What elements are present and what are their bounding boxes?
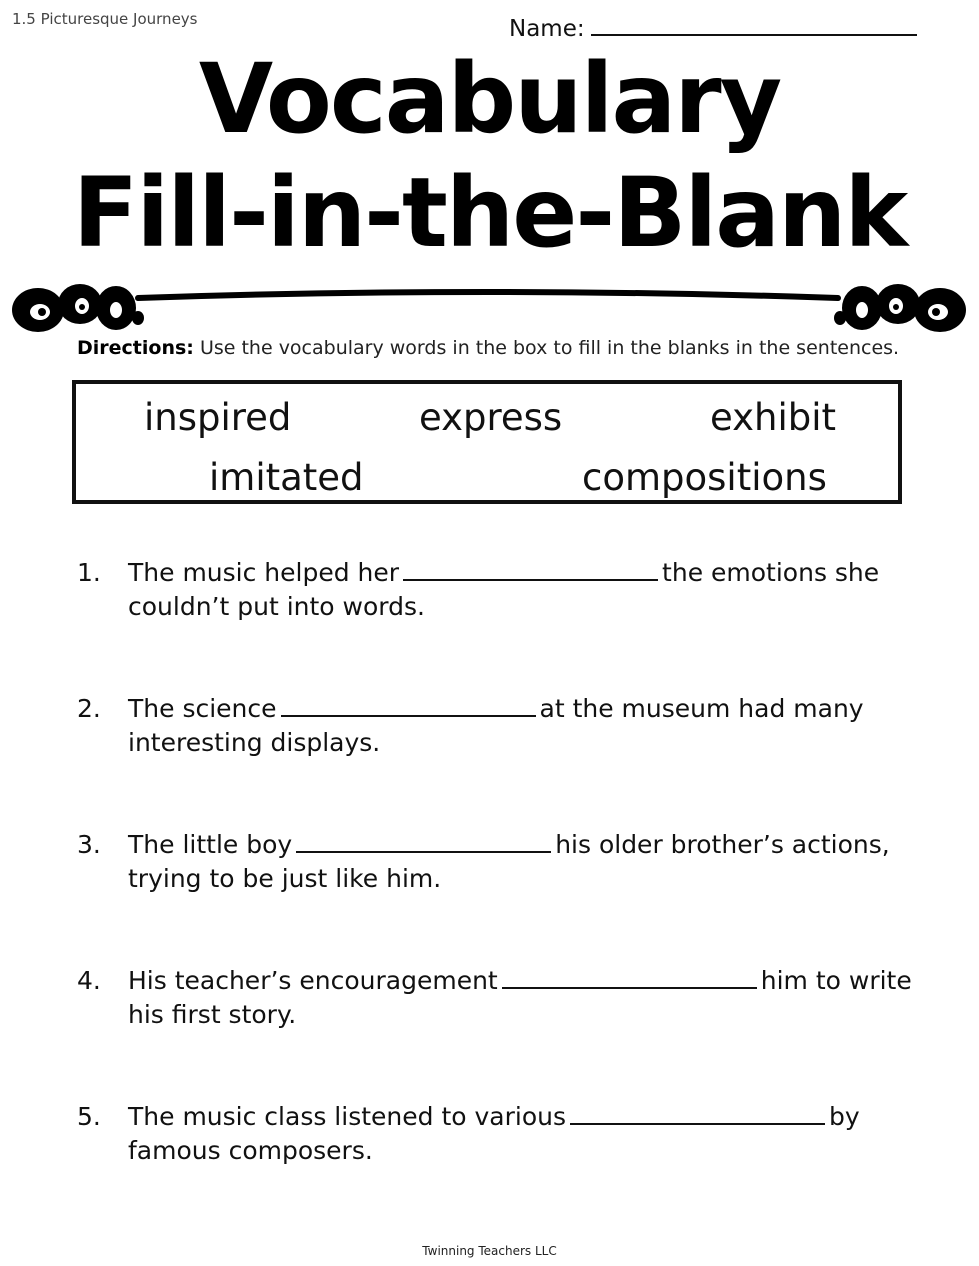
word-bank-word: imitated xyxy=(209,456,364,499)
question-number: 1. xyxy=(77,558,101,587)
question-text xyxy=(128,828,918,896)
question-text-before: The little boy xyxy=(128,830,293,859)
answer-blank[interactable] xyxy=(403,557,658,581)
name-label: Name: xyxy=(509,16,585,42)
directions xyxy=(77,337,899,359)
word-bank-word: express xyxy=(419,396,563,439)
directions-label: Directions: xyxy=(77,337,194,359)
name-blank[interactable] xyxy=(591,14,917,36)
word-bank-word: compositions xyxy=(582,456,827,499)
question-text-before: The music class listened to various xyxy=(128,1102,567,1131)
question-number: 4. xyxy=(77,966,101,995)
question-text-after: the emotions she couldn’t put into words. xyxy=(128,558,880,621)
swirl-divider xyxy=(8,278,970,338)
question-text-after: by famous composers. xyxy=(128,1102,860,1165)
question-text xyxy=(128,556,918,624)
answer-blank[interactable] xyxy=(281,693,536,717)
question-number: 3. xyxy=(77,830,101,859)
word-bank-box xyxy=(72,380,902,504)
question-number: 2. xyxy=(77,694,101,723)
unit-label: 1.5 Picturesque Journeys xyxy=(12,10,198,28)
answer-blank[interactable] xyxy=(570,1101,825,1125)
question-text-before: His teacher’s encouragement xyxy=(128,966,498,995)
word-bank-word: inspired xyxy=(144,396,292,439)
question-text-after: him to write his first story. xyxy=(128,966,912,1029)
question-number: 5. xyxy=(77,1102,101,1131)
answer-blank[interactable] xyxy=(296,829,551,853)
word-bank-word: exhibit xyxy=(710,396,837,439)
question-text-before: The music helped her xyxy=(128,558,400,587)
footer-credit: Twinning Teachers LLC xyxy=(422,1244,557,1258)
question-text xyxy=(128,1100,918,1168)
question-text-before: The science xyxy=(128,694,277,723)
answer-blank[interactable] xyxy=(502,965,757,989)
name-field xyxy=(509,14,921,42)
question-text-after: his older brother’s actions, trying to be just like him. xyxy=(128,830,890,893)
question-text xyxy=(128,964,918,1032)
question-text-after: at the museum had many interesting displays. xyxy=(128,694,864,757)
page-title-line-2: Fill-in-the-Blank xyxy=(72,157,907,269)
question-text xyxy=(128,692,918,760)
page-title-line-1: Vocabulary xyxy=(198,43,781,155)
directions-text: Use the vocabulary words in the box to fill in the blanks in the sentences. xyxy=(199,337,900,359)
